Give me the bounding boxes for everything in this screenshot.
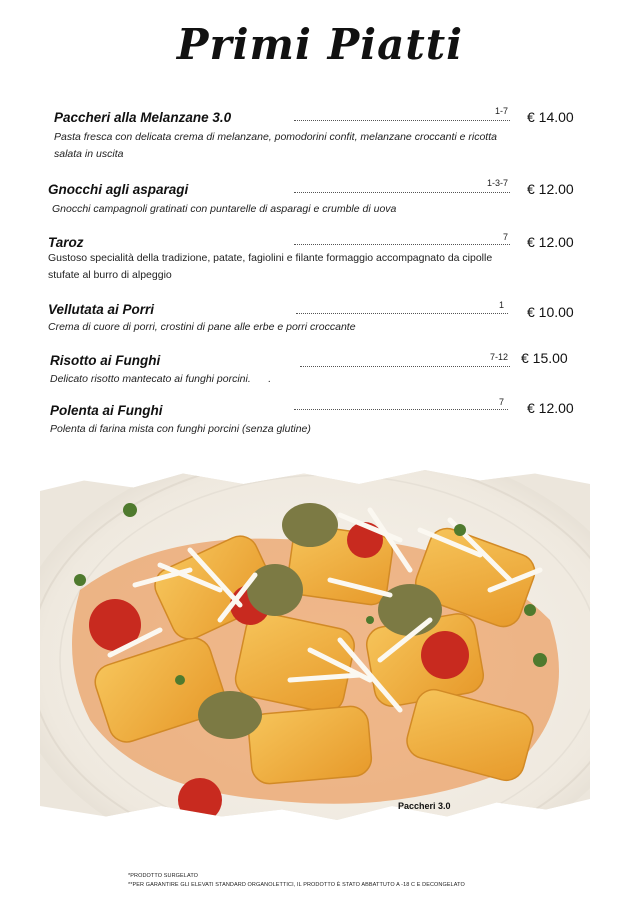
dish-photo — [40, 470, 590, 820]
item-allergens: 1-3-7 — [486, 178, 508, 188]
leader-dots — [294, 244, 510, 245]
item-price: € 12.00 — [527, 400, 574, 416]
leader-dots — [300, 366, 510, 367]
item-allergens: 1 — [498, 300, 504, 310]
item-allergens: 1-7 — [494, 106, 508, 116]
page-title: Primi Piatti — [176, 20, 464, 69]
item-description: Gnocchi campagnoli gratinati con puntarelle di asparagi e crumble di uova — [52, 203, 397, 215]
item-price: € 12.00 — [527, 234, 574, 250]
item-description: Pasta fresca con delicata crema di melanzane, pomodorini confit, melanzane croccanti e ricotta salata in uscita — [54, 131, 497, 160]
item-description: Gustoso specialità della tradizione, patate, fagiolini e filante formaggio accompagnato da cipolle stufate al burro di alpeggio — [48, 252, 493, 281]
leader-dots — [294, 120, 510, 121]
item-name: Gnocchi agli asparagi — [48, 182, 189, 197]
item-price: € 15.00 — [521, 350, 568, 366]
leader-dots — [294, 409, 508, 410]
item-allergens: 7 — [502, 232, 508, 242]
item-allergens: 7 — [498, 397, 504, 407]
leader-dots — [294, 192, 510, 193]
item-name: Taroz — [48, 235, 84, 250]
footnotes — [128, 872, 465, 890]
item-price: € 10.00 — [527, 304, 574, 320]
item-description: Crema di cuore di porri, crostini di pane alle erbe e porri croccante — [48, 321, 356, 333]
item-description: Delicato risotto mantecato ai funghi porcini. . — [50, 373, 272, 385]
paccheri-illustration — [40, 470, 590, 820]
item-name: Risotto ai Funghi — [50, 353, 161, 368]
item-name: Vellutata ai Porri — [48, 302, 155, 317]
item-name: Polenta ai Funghi — [50, 403, 163, 418]
item-name: Paccheri alla Melanzane 3.0 — [54, 110, 232, 125]
item-price: € 12.00 — [527, 181, 574, 197]
item-description: Polenta di farina mista con funghi porcini (senza glutine) — [50, 423, 311, 435]
item-price: € 14.00 — [527, 109, 574, 125]
leader-dots — [296, 313, 508, 314]
footnote-frozen: *PRODOTTO SURGELATO — [128, 873, 199, 879]
item-allergens: 7-12 — [489, 352, 508, 362]
photo-caption: Paccheri 3.0 — [398, 801, 451, 811]
footnote-blast-chilled: **PER GARANTIRE GLI ELEVATI STANDARD ORGANOLETTICI, IL PRODOTTO È STATO ABBATTUTO A -18 C E DECONGELATO — [128, 882, 465, 888]
